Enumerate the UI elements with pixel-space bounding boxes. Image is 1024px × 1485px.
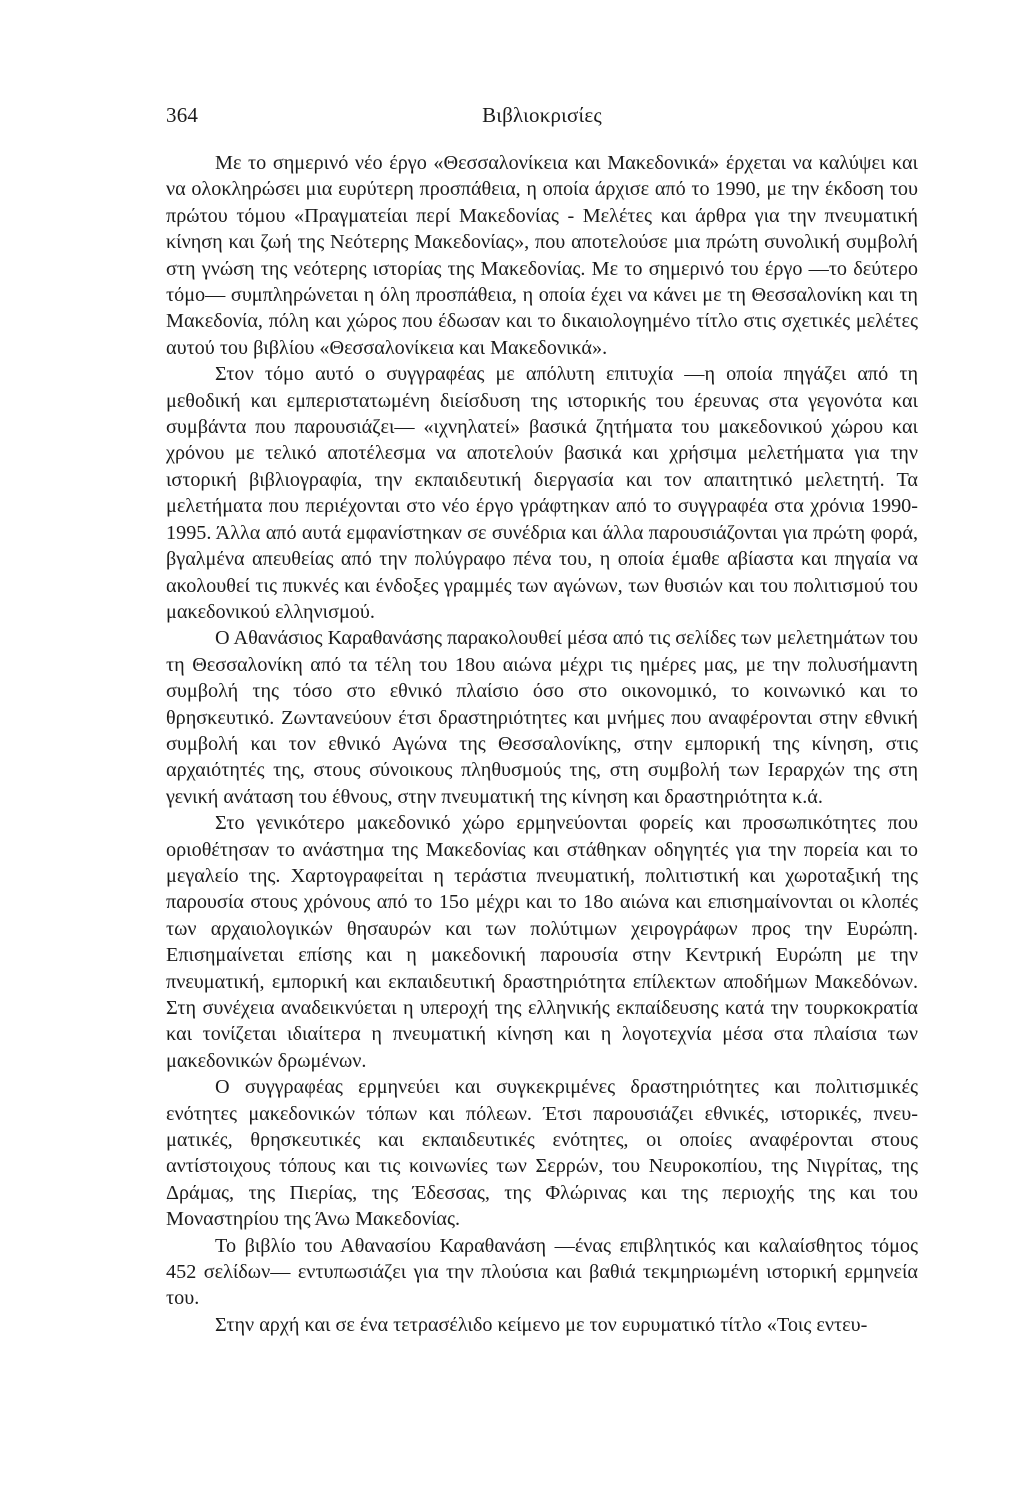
running-header xyxy=(166,100,918,130)
paragraph: Ο Αθανάσιος Καραθανάσης παρακολουθεί μέσα από τις σελίδες των μελετημάτων του τη Θεσσαλονίκη από τα τέλη του 18ου αιώνα μέχρι τις ημέρες μας, με την πολυσήμαντη συμβολή της τόσο στο εθνικό πλαίσιο όσο στο οικονομικό, το κοινωνικό και το θρησκευτικό. Ζωντανεύουν έτσι δραστηριότητες και μνήμες που αναφέρονται στην εθνική συμβολή και τον εθνικό Αγώνα της Θεσσαλονίκης, στην εμπορική της κίνηση, στις αρχαιότητές της, στους σύνοικους πληθυσμούς της, στη συμβολή των Ιεραρχών της στη γενική ανάταση του έθνους, στην πνευματική της κίνηση και δραστηριότητα κ.ά. xyxy=(166,627,918,808)
paragraph: Στο γενικότερο μακεδονικό χώρο ερμηνεύονται φορείς και προσωπικότητες που οριοθέτησαν το ανάστημα της Μακεδονίας και στάθηκαν οδηγητές για την πορεία και το μεγαλείο της. Χαρτογραφείται η τεράστια πνευματική, πολιτιστική και χωροταξική της παρουσία στους χρόνους από το 15ο μέχρι και το 18ο αιώνα και επισημαίνονται οι κλοπές των αρχαιολογικών θησαυρών και των πολύτιμων χειρογράφων προς την Ευρώπη. Επισημαίνεται επίσης και η μακεδονική παρουσία στην Κεντρική Ευρώπη με την πνευματική, εμπορική και εκπαιδευτική δραστηριότητα επίλεκτων αποδήμων Μακεδόνων. Στη συνέχεια αναδεικνύεται η υπεροχή της ελληνικής εκπαίδευσης κατά την τουρκοκρατία και τονίζεται ιδιαίτερα η πνευματική κίνηση και η λογοτεχνία μέσα στα πλαίσια των μακεδονικών δρωμένων. xyxy=(166,812,918,1072)
paragraph: Στον τόμο αυτό ο συγγραφέας με απόλυτη επιτυχία —η οποία πηγάζει από τη μεθοδική και εμπεριστατωμένη διείσδυση της ιστορικής του έρευνας στα γεγονότα και συμβάντα που παρουσιάζει— «ιχνηλατεί» βασικά ζητήματα του μακεδονικού χώρου και χρόνου με τελικό αποτέλεσμα να αποτελούν βασικά και χρήσιμα μελετήματα για την ιστορική βιβλιογραφία, την εκπαιδευτική διεργασία και τον απαιτητικό μελετητή. Τα μελετήματα που περιέχονται στο νέο έργο γράφτηκαν από το συγγραφέα στα χρόνια 1990-1995. Άλλα από αυτά εμφανίστηκαν σε συνέδρια και άλλα παρουσιάζονται για πρώτη φορά, βγαλμένα απευθείας από την πολύγραφο πένα του, η οποία έμαθε αβίαστα και πηγαία να ακολουθεί τις πυκνές και ένδοξες γραμμές των αγώνων, των θυσιών και του πολιτισμού του μακεδονικού ελληνισμού. xyxy=(166,363,918,623)
paragraph: Στην αρχή και σε ένα τετρασέλιδο κείμενο με τον ευρυματικό τίτλο «Τοις εντευ- xyxy=(215,1313,868,1336)
page-number: 364 xyxy=(166,103,199,127)
book-page xyxy=(166,100,918,1338)
section-title: Βιβλιοκρισίες xyxy=(482,103,602,127)
review-body xyxy=(166,150,918,1338)
paragraph: Το βιβλίο του Αθανασίου Καραθανάση —ένας επιβλητικός και καλαίσθητος τόμος 452 σελίδων— εντυπωσιάζει για την πλούσια και βαθιά τεκμηριωμένη ιστορική ερμηνεία του. xyxy=(166,1234,918,1310)
paragraph: Με το σημερινό νέο έργο «Θεσσαλονίκεια και Μακεδονικά» έρχεται να καλύψει και να ολοκληρώσει μια ευρύτερη προσπάθεια, η οποία άρχισε από το 1990, με την έκδοση του πρώτου τόμου «Πραγματείαι περί Μακεδονίας - Μελέτες και άρθρα για την πνευματική κίνηση και ζωή της Νεότερης Μακεδονίας», που αποτελούσε μια πρώτη συνολική συμβολή στη γνώση της νεότερης ιστορίας της Μακεδονίας. Με το σημερινό του έργο —το δεύτερο τόμο— συμπληρώνεται η όλη προσπάθεια, η οποία έχει να κάνει με τη Θεσσαλονίκη και τη Μακεδονία, πόλη και χώρος που έδωσαν και το δικαιολογημένο τίτλο στις σχετικές μελέτες αυτού του βιβλίου «Θεσσαλονίκεια και Μακεδονικά». xyxy=(166,152,918,359)
paragraph: Ο συγγραφέας ερμηνεύει και συγκεκριμένες δραστηριότητες και πολιτισμικές ενότητες μακεδονικών τόπων και πόλεων. Έτσι παρουσιάζει εθνικές, ιστορικές, πνευματικές, θρησκευτικές και εκπαιδευτικές ενότητες, οι οποίες αναφέρονται στους αντίστοιχους τόπους και τις κοινωνίες των Σερρών, του Νευροκοπίου, της Νιγρίτας, της Δράμας, της Πιερίας, της Έδεσσας, της Φλώρινας και της περιοχής της και του Μοναστηρίου της Άνω Μακεδονίας. xyxy=(166,1076,918,1231)
